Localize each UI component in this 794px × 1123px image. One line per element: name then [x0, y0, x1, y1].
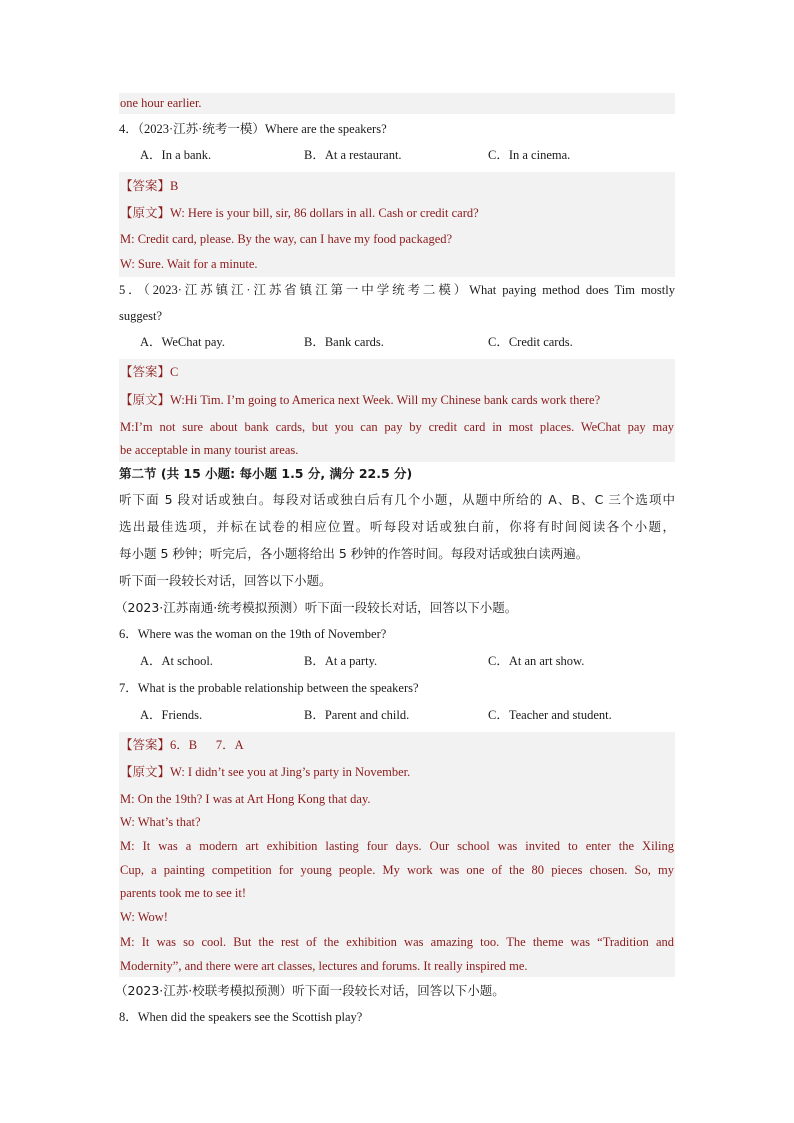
transcript-line: W: Sure. Wait for a minute. [119, 252, 675, 277]
instruction-line: 听下面 5 段对话或独白。每段对话或独白后有几个小题，从题中所给的 A、B、C 三个选项中 [119, 492, 675, 507]
option-c: C．At an art show. [488, 654, 585, 668]
option-a: A．Friends. [140, 708, 203, 722]
long-dialogue-note: 听下面一段较长对话，回答以下小题。 [119, 573, 332, 588]
question-7-stem: 7．What is the probable relationship between the speakers? [119, 681, 419, 695]
question-7-options [119, 701, 675, 728]
question-5-options [119, 329, 675, 355]
transcript-line: M: Credit card, please. By the way, can I have my food packaged? [119, 226, 675, 252]
option-b: B．At a restaurant. [304, 148, 402, 162]
question-5-stem-line1: 5．（2023·江苏镇江·江苏省镇江第一中学统考二模）What paying method does Tim mostly [119, 283, 675, 297]
option-c: C．Teacher and student. [488, 708, 612, 722]
transcript-line: M:I’m not sure about bank cards, but you can pay by credit card in most places. WeChat pay may [119, 413, 675, 438]
option-c: C．Credit cards. [488, 335, 573, 349]
instruction-line: 选出最佳选项，并标在试卷的相应位置。听每段对话或独白前，你将有时间阅读各个小题， [119, 519, 675, 534]
transcript-line: 【原文】W: Here is your bill, sir, 86 dollars in all. Cash or credit card? [119, 200, 675, 226]
transcript-line: W: What’s that? [119, 810, 675, 833]
transcript-line: Modernity”, and there were art classes, lectures and forums. It really inspired me. [119, 953, 675, 977]
question-4-options [119, 142, 675, 168]
exam-page [115, 93, 675, 1030]
option-b: B．Bank cards. [304, 335, 384, 349]
option-a: A．At school. [140, 654, 213, 668]
transcript-line: Cup, a painting competition for young people. My work was one of the 80 pieces chosen. So, my [119, 857, 675, 881]
question-8-stem: 8．When did the speakers see the Scottish play? [119, 1010, 363, 1024]
transcript-line: M: On the 19th? I was at Art Hong Kong that day. [119, 786, 675, 810]
transcript-line: parents took me to see it! [119, 881, 675, 905]
option-c: C．In a cinema. [488, 148, 571, 162]
question-6-stem: 6．Where was the woman on the 19th of November? [119, 627, 387, 641]
transcript-line: one hour earlier. [120, 96, 202, 110]
option-b: B．At a party. [304, 654, 378, 668]
source-note: （2023·江苏·校联考模拟预测）听下面一段较长对话，回答以下小题。 [115, 983, 505, 998]
option-a: A．In a bank. [140, 148, 212, 162]
instruction-line: 每小题 5 秒钟；听完后，各小题将给出 5 秒钟的作答时间。每段对话或独白读两遍。 [119, 546, 589, 561]
previous-transcript-tail [119, 93, 675, 114]
transcript-line: M: It was a modern art exhibition lasting four days. Our school was invited to enter the Xiling [119, 833, 675, 857]
answer-line: 【答案】C [119, 359, 675, 386]
transcript-line: M: It was so cool. But the rest of the exhibition was amazing too. The theme was “Tradition and [119, 929, 675, 953]
answer-line: 【答案】6．B 7．A [119, 732, 675, 759]
question-4-answer-block [119, 172, 675, 277]
transcript-line: W: Wow! [119, 905, 675, 929]
transcript-line: be acceptable in many tourist areas. [119, 438, 675, 462]
section-2-instructions [119, 486, 675, 567]
section-2-heading: 第二节 (共 15 小题: 每小题 1.5 分, 满分 22.5 分) [119, 466, 413, 481]
source-note: （2023·江苏南通·统考模拟预测）听下面一段较长对话，回答以下小题。 [115, 600, 518, 615]
option-a: A．WeChat pay. [140, 335, 225, 349]
transcript-line: 【原文】W:Hi Tim. I’m going to America next Week. Will my Chinese bank cards work there? [119, 386, 675, 413]
question-5-stem-line2: suggest? [119, 309, 163, 323]
question-5-answer-block [119, 359, 675, 462]
question-4-stem: 4．（2023·江苏·统考一模）Where are the speakers? [119, 122, 387, 136]
option-b: B．Parent and child. [304, 708, 410, 722]
question-6-options [119, 647, 675, 674]
question-6-7-answer-block [119, 732, 675, 977]
answer-line: 【答案】B [119, 172, 675, 200]
transcript-line: 【原文】W: I didn’t see you at Jing’s party in November. [119, 759, 675, 786]
